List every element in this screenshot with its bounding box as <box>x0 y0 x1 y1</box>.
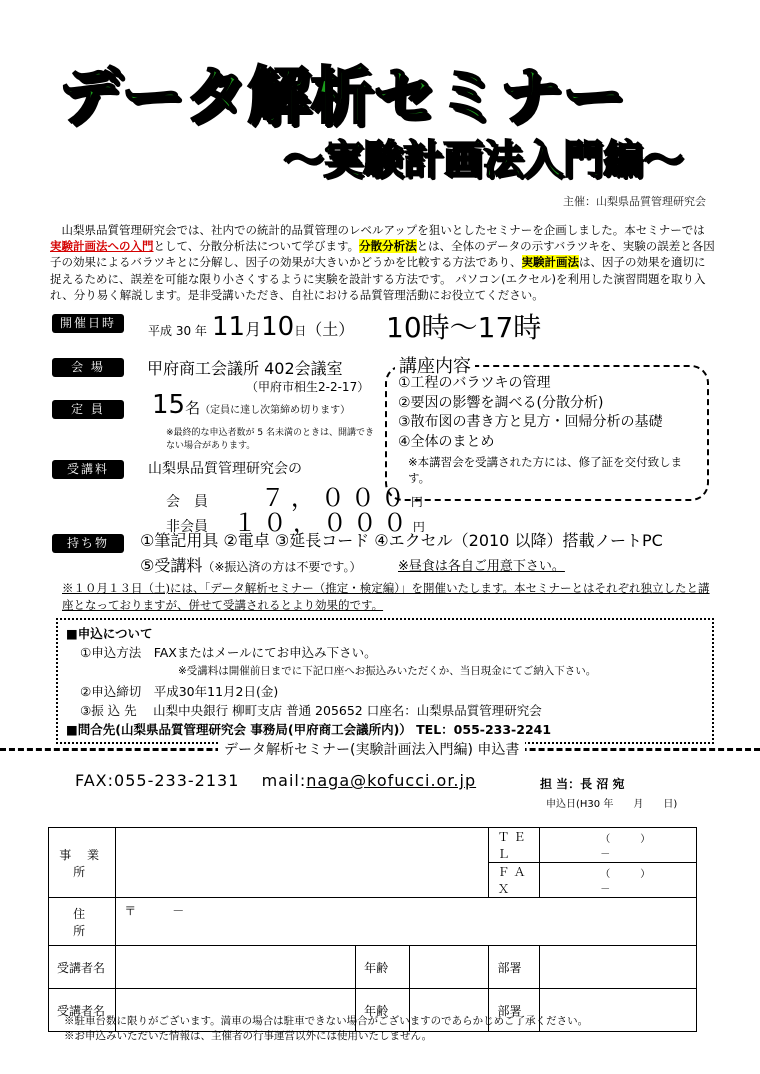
address-label: 住 所 <box>49 898 116 946</box>
bring-fee: ⑤受講料 <box>140 556 203 575</box>
course-title: 講座内容 <box>395 352 475 378</box>
capacity-note: （定員に達し次第締め切ります） <box>200 405 351 416</box>
host-text: 主催：山梨県品質管理研究会 <box>563 195 706 208</box>
company-label: 事 業 所 <box>49 828 116 898</box>
course-list <box>398 374 663 452</box>
event-time: 10時～17時 <box>386 311 542 344</box>
page-subtitle: ～実験計画法入門編～ <box>283 137 683 183</box>
apply-contact: ■問合先(山梨県品質管理研究会 事務局(甲府商工会議所内)） TEL：055-233-2241 <box>66 722 552 737</box>
venue-name: 甲府商工会議所 402会議室 <box>147 359 343 378</box>
attendee-label: 受講者名 <box>49 989 116 1032</box>
mail-address[interactable]: naga@kofucci.or.jp <box>306 771 477 790</box>
apply-payment-note: ※受講料は開催前日までに下記口座へお振込みいただくか、当日現金にてご納入下さい。 <box>178 665 597 677</box>
date-month-unit: 月 <box>245 320 262 339</box>
date-day-unit: 日 <box>294 324 307 338</box>
bring-fee-note: （※振込済の方は不要です。） <box>202 560 362 574</box>
company-field[interactable] <box>116 828 489 898</box>
fee-yen: 円 <box>410 495 423 509</box>
address-field[interactable]: 〒 － <box>116 898 697 946</box>
course-item: ④全体のまとめ <box>398 433 495 450</box>
capacity-minimum-note: ※最終的な申込者数が 5 名未満のときは、開講できない場合があります。 <box>166 428 374 451</box>
privacy-note: ※お申込みいただいた情報は、主催者の行事運営以外には使用いたしません。 <box>64 1030 433 1042</box>
intro-text-1: 山梨県品質管理研究会では、社内での統計的品質管理のレベルアップを狙いとしたセミナーを企画しました。本セミナーでは <box>61 223 705 237</box>
date-era: 平成 30 年 <box>148 324 207 338</box>
dept-label: 部署 <box>489 989 540 1032</box>
fax-field[interactable]: （ ） － <box>540 863 697 898</box>
parking-note: ※駐車台数に限りがございます。満車の場合は駐車できない場合がございますのであらかじめご了承ください。 <box>64 1015 589 1027</box>
mail-label: mail: <box>261 771 307 790</box>
date-day: 10 <box>261 312 295 342</box>
intro-paragraph <box>50 222 715 303</box>
fee-nonmember-label: 非会員 <box>166 519 208 535</box>
bring-items-line2 <box>140 553 361 576</box>
event-date <box>148 312 354 342</box>
tel-label: ＴＥＬ <box>489 828 540 863</box>
lunch-note: ※昼食は各自ご用意下さい。 <box>398 559 565 574</box>
label-bring: 持ち物 <box>52 534 124 553</box>
fee-nonmember-amount: １０，０００ <box>232 509 413 537</box>
attendee-name-field[interactable] <box>116 946 356 989</box>
fee-member-label: 会 員 <box>166 494 208 510</box>
date-weekday: （土） <box>306 320 355 339</box>
apply-method: ①申込方法 FAXまたはメールにてお申込み下さい。 <box>80 645 377 660</box>
age-label: 年齢 <box>356 989 410 1032</box>
course-item: ③散布図の書き方と見方・回帰分析の基礎 <box>398 414 663 430</box>
attendee-label: 受講者名 <box>49 946 116 989</box>
label-venue: 会 場 <box>52 358 124 377</box>
apply-bank: ③振 込 先 山梨中央銀行 柳町支店 普通 205652 口座名：山梨県品質管理研究会 <box>80 703 542 718</box>
date-month: 11 <box>212 312 246 342</box>
course-item: ①工程のバラツキの管理 <box>398 375 551 391</box>
fax-label: ＦＡＸ <box>489 863 540 898</box>
related-seminar-notice: ※１０月１３日（土)には、「データ解析セミナー（推定・検定編）」を開催いたします。本セミナーとはそれぞれ独立したと講座となっておりますが、併せて受講されるとより効果的です。 <box>62 581 710 612</box>
fax-number: FAX:055-233-2131 <box>75 771 240 790</box>
footer-notes <box>64 1014 588 1044</box>
fee-yen: 円 <box>412 520 425 534</box>
age-label: 年齢 <box>356 946 410 989</box>
tel-field[interactable]: （ ） － <box>540 828 697 863</box>
intro-highlight-2: 実験計画法 <box>521 255 579 270</box>
course-item: ②要因の影響を調べる(分散分析) <box>398 394 604 411</box>
capacity <box>152 390 350 420</box>
label-fee: 受講料 <box>52 460 124 479</box>
age-field[interactable] <box>410 946 489 989</box>
form-contact <box>75 771 476 790</box>
intro-text-3: とは、全体のデータの示すバラツキを、実験の誤差と各因子の効果によるバラツキとに分解し、因子の効果が大きいかどうかを比較する方法であり、 <box>50 239 715 270</box>
fee-member-amount: ７，０００ <box>260 484 411 512</box>
label-date: 開催日時 <box>52 314 124 333</box>
form-application-date: 申込日(H30 年 月 日) <box>546 799 678 810</box>
page-title: データ解析セミナー <box>58 59 626 132</box>
intro-highlight-1: 分散分析法 <box>359 239 417 254</box>
capacity-number: 15 <box>152 390 186 420</box>
venue-address: （甲府市相生2-2-17） <box>246 380 370 394</box>
fee-heading: 山梨県品質管理研究会の <box>148 461 302 477</box>
label-capacity: 定 員 <box>52 400 124 419</box>
dept-label: 部署 <box>489 946 540 989</box>
intro-text-2: として、分散分析法について学びます。 <box>153 239 360 254</box>
intro-text-4: は、因子の効果を適切に捉えるために、誤差を可能な限り小さくするように実験を設計する方法です。 パソコン(エクセル)を利用した演習問題を取り入れ、分り易く解説します。是非受講いただき、自社における品質管理活動にお役立てください。 <box>50 255 706 302</box>
capacity-unit: 名 <box>185 399 201 417</box>
application-form-table <box>48 827 697 1032</box>
bring-items-line1: ①筆記用具 ②電卓 ③延長コード ④エクセル（2010 以降）搭載ノートPC <box>140 531 663 550</box>
apply-heading: ■申込について <box>66 626 153 641</box>
intro-emphasis-red: 実験計画法への入門 <box>50 239 154 254</box>
form-title: データ解析セミナー(実験計画法入門編) 申込書 <box>218 739 525 759</box>
form-recipient: 担 当：長 沼 宛 <box>540 777 625 791</box>
dept-field[interactable] <box>540 946 697 989</box>
course-note: ※本講習会を受講された方には、修了証を交付致します。 <box>408 455 683 485</box>
apply-deadline: ②申込締切 平成30年11月2日(金) <box>80 684 279 699</box>
